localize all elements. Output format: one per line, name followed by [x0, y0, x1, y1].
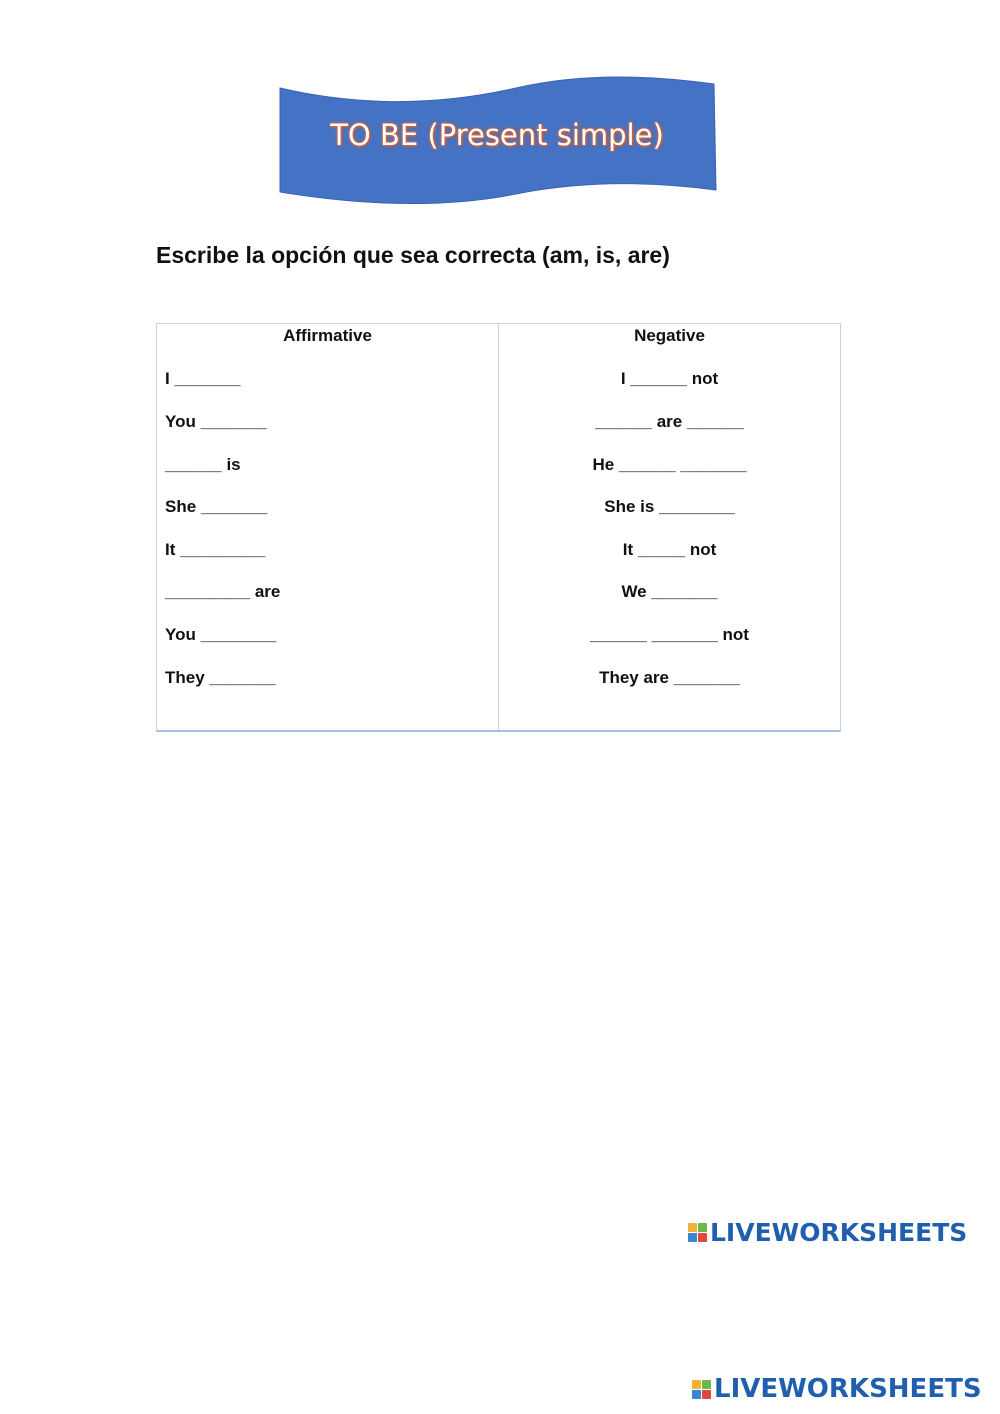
affirmative-row: She _______ — [165, 497, 268, 516]
page-title: TO BE (Present simple) — [330, 118, 664, 152]
title-banner — [276, 74, 718, 208]
affirmative-row: _________ are — [165, 582, 281, 601]
affirmative-row: I _______ — [165, 369, 241, 388]
liveworksheets-logo-icon — [688, 1223, 707, 1242]
negative-row: I ______ not — [620, 369, 719, 388]
negative-row: ______ _______ not — [590, 625, 749, 644]
instruction-text: Escribe la opción que sea correcta (am, is, are) — [156, 242, 670, 268]
affirmative-row: ______ is — [165, 455, 241, 474]
liveworksheets-logo-icon — [692, 1380, 711, 1399]
negative-row: It _____ not — [622, 540, 717, 559]
negative-row: ______ are ______ — [595, 412, 744, 431]
negative-row: He ______ _______ — [592, 455, 747, 474]
affirmative-row: They _______ — [165, 668, 276, 687]
negative-row: We _______ — [621, 582, 718, 601]
affirmative-row: You ________ — [165, 625, 277, 644]
negative-row: They are _______ — [599, 668, 740, 687]
affirmative-header: Affirmative — [283, 326, 372, 345]
liveworksheets-logo — [688, 1218, 967, 1247]
affirmative-row: It _________ — [165, 540, 266, 559]
conjugation-table — [156, 323, 841, 732]
liveworksheets-footer-logo — [692, 1374, 982, 1404]
affirmative-column — [157, 324, 499, 730]
negative-column — [499, 324, 840, 730]
liveworksheets-wordmark: LIVEWORKSHEETS — [710, 1218, 968, 1247]
negative-header: Negative — [634, 326, 705, 345]
affirmative-row: You _______ — [165, 412, 267, 431]
negative-row: She is ________ — [604, 497, 735, 516]
liveworksheets-wordmark: LIVEWORKSHEETS — [714, 1374, 982, 1404]
